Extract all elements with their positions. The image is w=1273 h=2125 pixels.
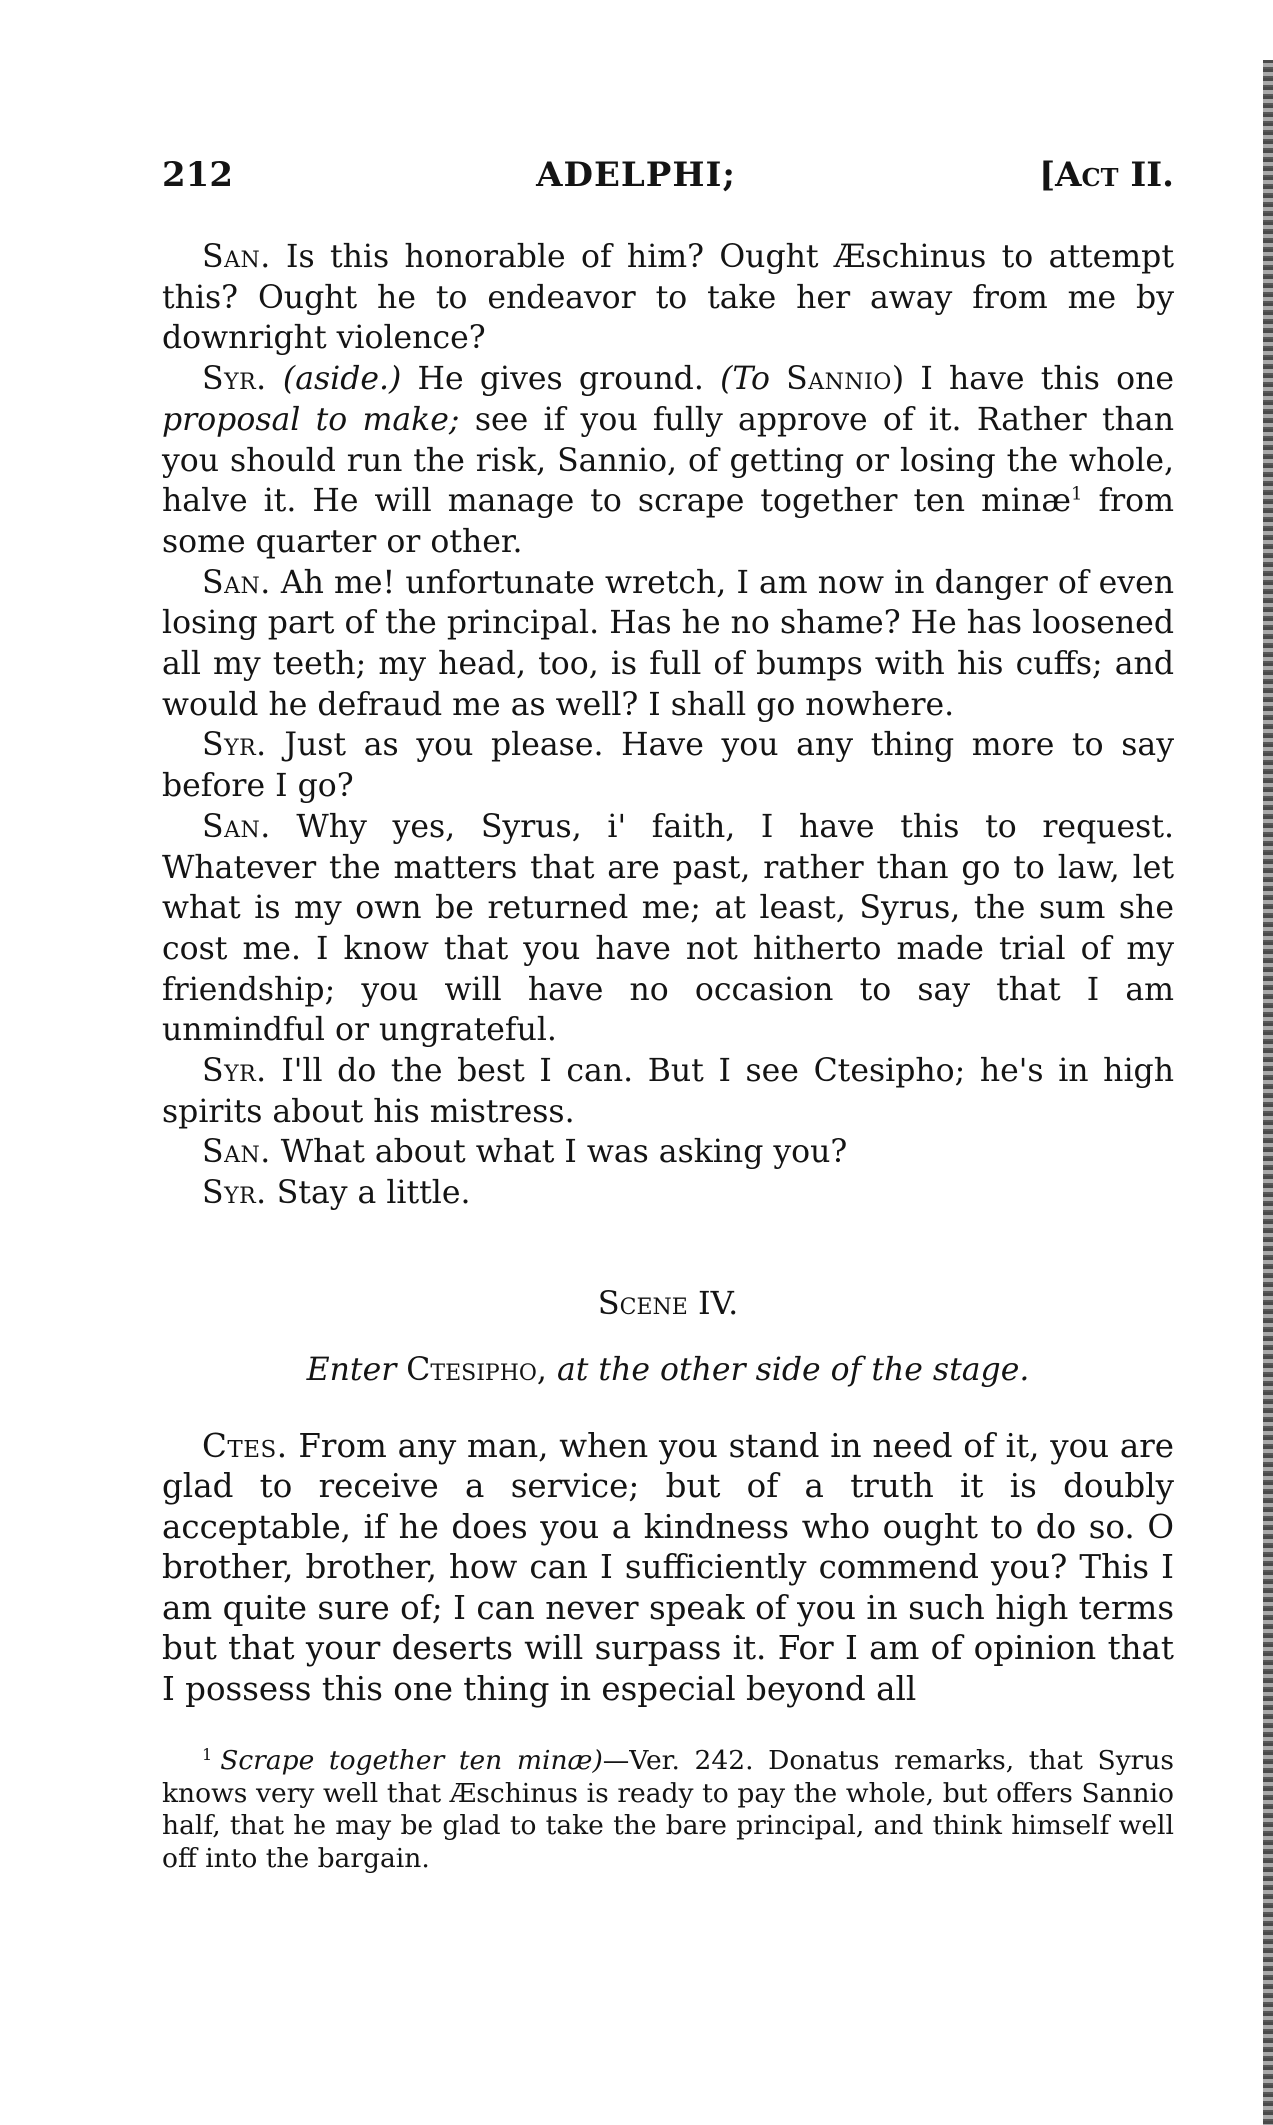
speech: [162, 807, 1174, 1051]
speech-text: He gives ground.: [417, 361, 704, 398]
direction-character: Ctesipho,: [406, 1351, 547, 1388]
page-content: [162, 155, 1174, 1875]
scene-heading: Scene IV.: [597, 1283, 739, 1322]
speaker: Syr.: [202, 361, 267, 398]
speech-text: I'll do the best I can. But I see Ctesipho; he's in high spirits about his mistress.: [162, 1053, 1174, 1130]
footnote-reference: 1: [1070, 483, 1083, 505]
speech-text: Is this honorable of him? Ought Æschinus to attempt this? Ought he to endeavor to take her away from me by downright violence?: [162, 239, 1174, 357]
direction-enter: Enter: [306, 1351, 397, 1388]
page-edge-shadow: [1263, 60, 1273, 2125]
running-title: ADELPHI;: [536, 155, 736, 195]
speech: [162, 1132, 1174, 1173]
speaker: Ctes.: [202, 1426, 288, 1465]
speech: [162, 563, 1174, 726]
speaker: San.: [202, 1134, 271, 1171]
footnote-body: —Ver. 242. Donatus remarks, that Syrus knows very well that Æschinus is ready to pay the whole, but offers Sannio half, that he may be glad to take the bare principal, and think himself well off into the bargain.: [162, 1745, 1174, 1874]
speech: [162, 359, 1174, 563]
speech-text: from some quarter or other.: [162, 483, 1174, 560]
footnote-mark: 1: [202, 1744, 213, 1764]
speaker: San.: [202, 239, 271, 275]
footnote: [162, 1745, 1174, 1875]
act-label: [Act II.: [1039, 155, 1174, 195]
speaker: San.: [202, 808, 271, 845]
page-number: 212: [162, 155, 233, 195]
speech-text: see if you fully approve of it. Rather than you should run the risk, Sannio, of getting or losing the whole, halve it. He will manage to scrape together ten minæ: [162, 401, 1174, 520]
speaker: Syr.: [202, 1175, 267, 1212]
speech-text: From any man, when you stand in need of it, you are glad to receive a service; but of a truth it is doubly acceptable, if he does you a kindness who ought to do so. O brother, brother, how can I sufficiently commend you? This I am quite sure of; I can never speak of you in such high terms but that your deserts will surpass it. For I am of opinion that I possess this one thing in especial beyond all: [162, 1426, 1174, 1708]
aside-direction: (aside.): [282, 361, 402, 398]
footnote-text: [162, 1745, 1174, 1875]
speech: [162, 237, 1174, 359]
addressee: Sannio: [786, 361, 892, 398]
speech-text: What about what I was asking you?: [280, 1134, 848, 1171]
speech: [162, 725, 1174, 806]
ctesipho-speech: [162, 1426, 1174, 1710]
speaker: Syr.: [202, 1053, 267, 1090]
speech-text: Why yes, Syrus, i' faith, I have this to request. Whatever the matters that are past, rather than go to law, let what is my own be returned me; at least, Syrus, the sum she cost me. I know that you have not hitherto made trial of my friendship; you will have no occasion to say that I am unmindful or ungrateful.: [162, 808, 1174, 1049]
speech: [162, 1426, 1174, 1710]
speech-text: I have this one: [920, 361, 1175, 398]
italic-phrase: proposal to make;: [162, 401, 460, 438]
stage-direction-close: ): [891, 361, 905, 398]
speech-text: Just as you please. Have you any thing more to say before I go?: [162, 727, 1175, 805]
speech: [162, 1051, 1174, 1132]
stage-direction-open: (To: [720, 361, 770, 398]
running-header: [162, 155, 1174, 215]
direction-text: at the other side of the stage.: [556, 1351, 1030, 1388]
footnote-lemma: Scrape together ten minæ): [220, 1745, 603, 1777]
dialogue: [162, 237, 1174, 1214]
stage-direction: [162, 1352, 1174, 1388]
speaker: San.: [202, 564, 271, 601]
speaker: Syr.: [202, 727, 267, 764]
speech-text: Stay a little.: [276, 1175, 471, 1212]
speech: [162, 1173, 1174, 1214]
speech-text: Ah me! unfortunate wretch, I am now in danger of even losing part of the principal. Has he no shame? He has loosened all my teeth; my head, too, is full of bumps with his cuffs; and would he defraud me as well? I shall go nowhere.: [162, 564, 1175, 723]
